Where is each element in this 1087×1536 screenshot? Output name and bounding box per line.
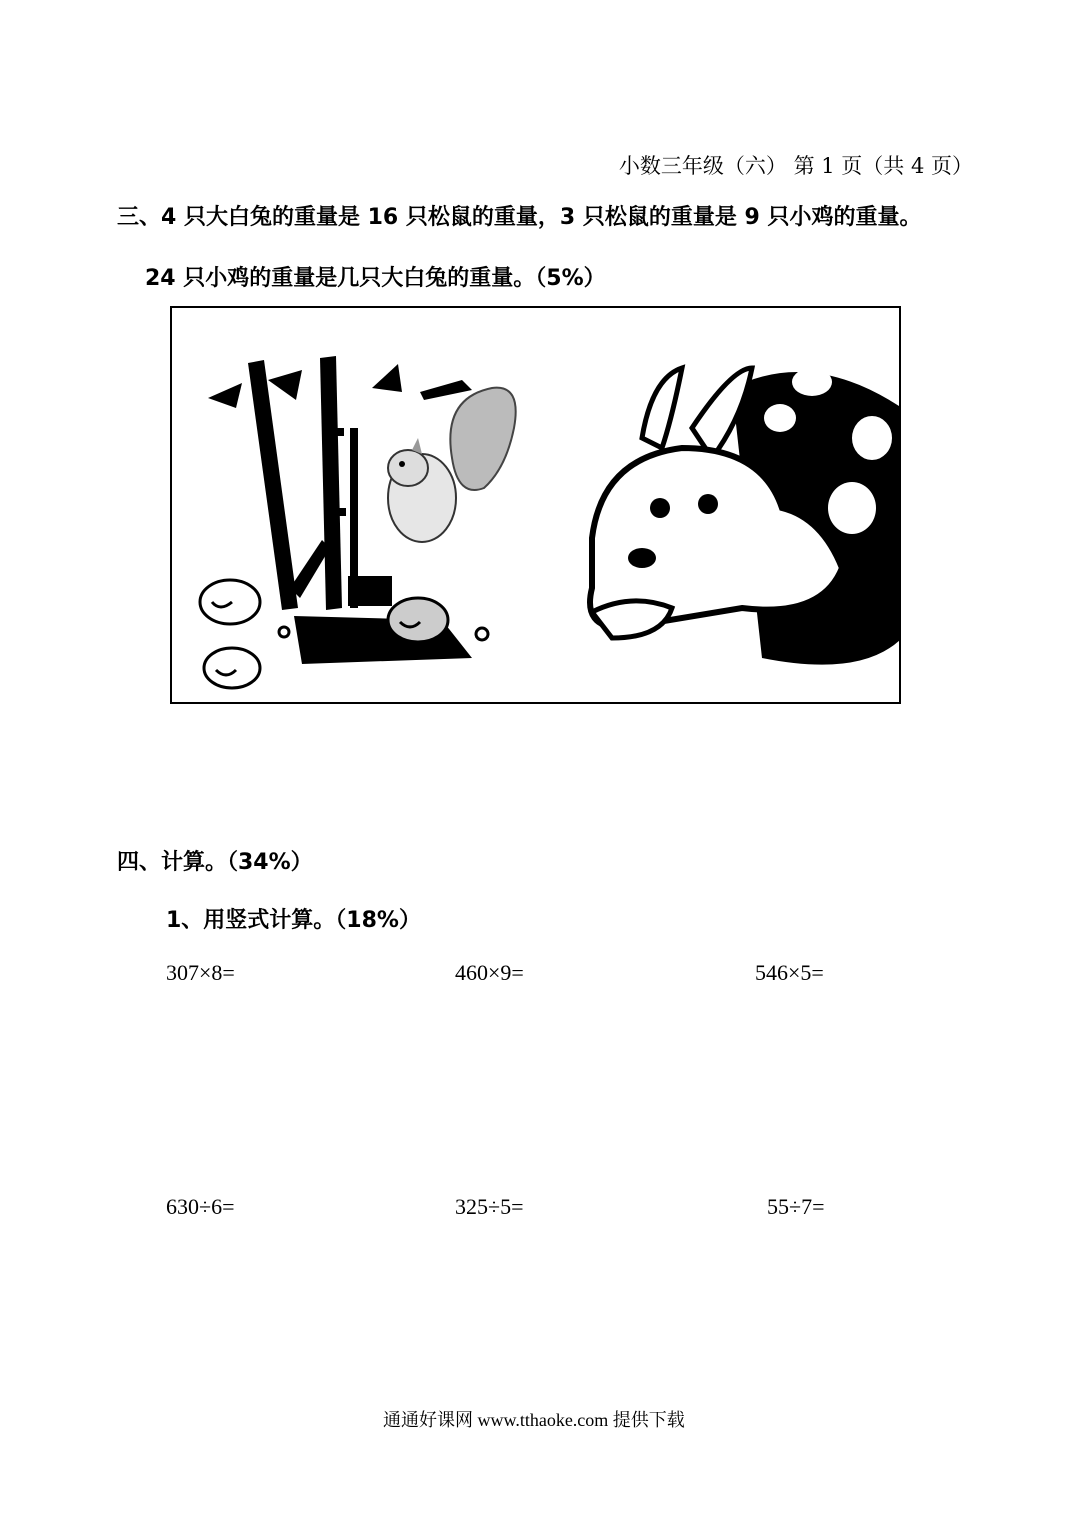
- page-header: 小数三年级（六） 第 1 页（共 4 页）: [618, 154, 973, 178]
- calc-problem: 546×5=: [755, 960, 824, 985]
- calc-problem: 307×8=: [166, 960, 235, 985]
- squirrel-icon: [388, 388, 516, 542]
- calc-problem: 325÷5=: [455, 1194, 524, 1219]
- calc-problem: 460×9=: [455, 960, 524, 985]
- question-3-line-1: 三、4 只大白兔的重量是 16 只松鼠的重量，3 只松鼠的重量是 9 只小鸡的重量。: [117, 205, 922, 230]
- question-illustration: [170, 306, 901, 704]
- page-footer: 通通好课网 www.tthaoke.com 提供下载: [383, 1410, 685, 1430]
- calc-problem: 630÷6=: [166, 1194, 235, 1219]
- question-3-line-2: 24 只小鸡的重量是几只大白兔的重量。（5%）: [145, 266, 606, 291]
- rabbit-icon: [590, 368, 899, 665]
- calc-problem: 55÷7=: [767, 1194, 825, 1219]
- section-4-1-title: 1、用竖式计算。（18%）: [166, 908, 421, 933]
- section-4-title: 四、计算。（34%）: [117, 850, 313, 875]
- illustration-svg: [172, 308, 899, 702]
